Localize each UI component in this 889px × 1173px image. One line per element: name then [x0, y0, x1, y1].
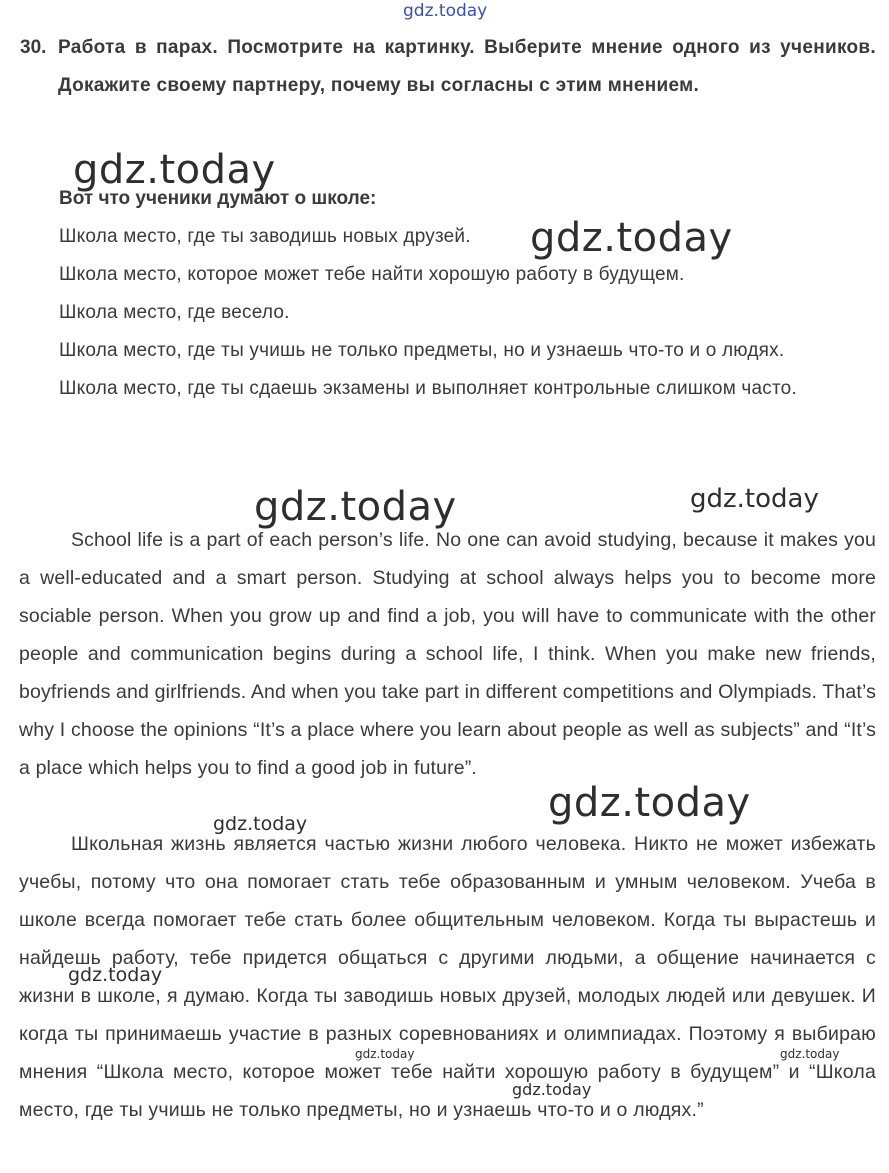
- watermark: gdz.today: [530, 215, 733, 261]
- watermark: gdz.today: [355, 1047, 415, 1061]
- watermark: gdz.today: [690, 484, 819, 514]
- opinion-item: Школа место, где ты заводишь новых друзей.: [59, 226, 471, 247]
- opinion-item: Школа место, где ты сдаешь экзамены и выполняет контрольные слишком часто.: [59, 378, 797, 399]
- answer-english-paragraph: School life is a part of each person’s life. No one can avoid studying, because it makes you a well-educated and a smart person. Studying at school always helps you to become more sociable person. When you grow up and find a job, you will have to communicate with the other people and communication begins during a school life, I think. When you make new friends, boyfriends and girlfriends. And when you take part in different competitions and Olympiads. That’s why I choose the opinions “It’s a place where you learn about people as well as subjects” and “It’s a place which helps you to find a good job in future”.: [19, 529, 876, 779]
- task-number: 30.: [20, 37, 47, 58]
- watermark: gdz.today: [213, 813, 308, 835]
- opinion-item: Школа место, где ты учишь не только предметы, но и узнаешь что-то и о людях.: [59, 340, 785, 361]
- watermark: gdz.today: [254, 484, 457, 530]
- opinions-heading: Вот что ученики думают о школе:: [59, 188, 377, 209]
- opinion-item: Школа место, где весело.: [59, 302, 290, 323]
- watermark: gdz.today: [512, 1080, 592, 1099]
- opinion-item: Школа место, которое может тебе найти хорошую работу в будущем.: [59, 264, 685, 285]
- watermark: gdz.today: [68, 964, 163, 986]
- watermark: gdz.today: [548, 780, 751, 826]
- watermark: gdz.today: [73, 147, 276, 193]
- watermark-top: gdz.today: [403, 1, 488, 21]
- task-instruction: Работа в парах. Посмотрите на картинку. Выберите мнение одного из учеников. Докажите своему партнеру, почему вы согласны с этим мнением.: [58, 37, 876, 96]
- task-block: [20, 29, 876, 105]
- opinions-block: [59, 180, 876, 408]
- watermark: gdz.today: [780, 1047, 840, 1061]
- answer-russian-paragraph: Школьная жизнь является частью жизни любого человека. Никто не может избежать учебы, потому что она помогает стать тебе образованным и умным человеком. Учеба в школе всегда помогает тебе стать более общительным человеком. Когда ты вырастешь и найдешь работу, тебе придется общаться с другими людьми, а общение начинается с жизни в школе, я думаю. Когда ты заводишь новых друзей, молодых людей или девушек. И когда ты принимаешь участие в разных соревнованиях и олимпиадах. Поэтому я выбираю мнения “Школа место, которое может тебе найти хорошую работу в будущем” и “Школа место, где ты учишь не только предметы, но и узнаешь что-то и о людях.”: [19, 833, 876, 1121]
